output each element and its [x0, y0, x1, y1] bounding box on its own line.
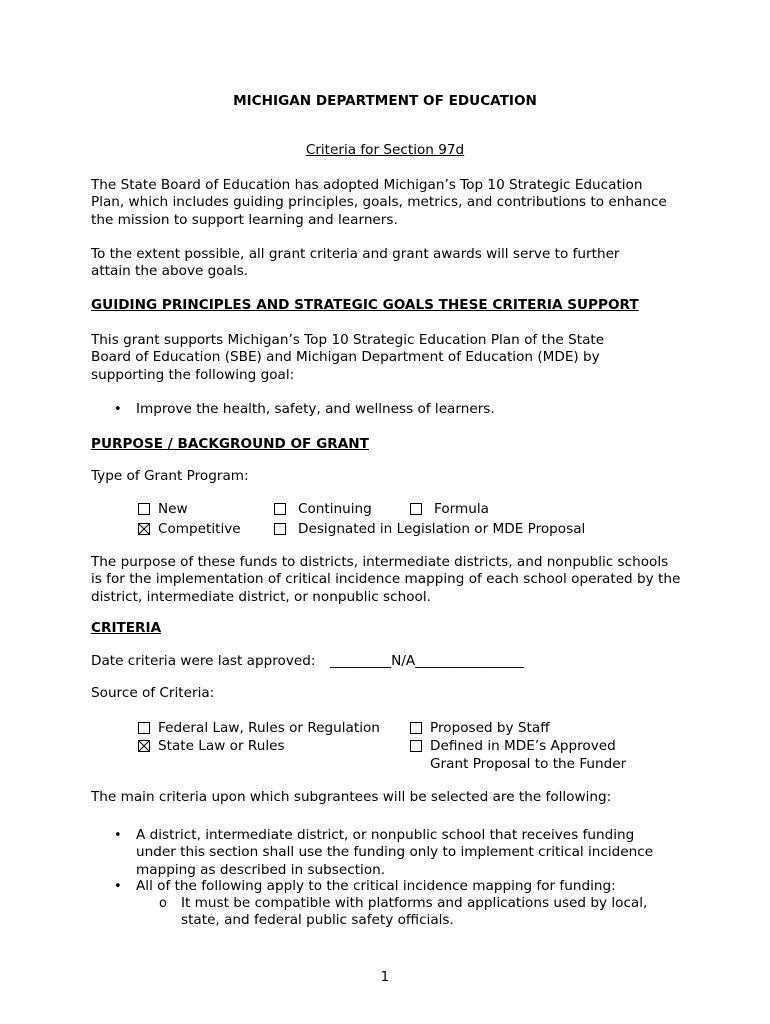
purpose-paragraph [91, 554, 691, 606]
criteria-bullet-2: All of the following apply to the critical incidence mapping for funding: [136, 878, 616, 894]
page-subtitle: Criteria for Section 97d [305, 142, 465, 158]
guiding-line: Board of Education (SBE) and Michigan Department of Education (MDE) by [91, 349, 600, 366]
checkbox-staff[interactable] [410, 722, 422, 734]
grant-type-label: Type of Grant Program: [91, 468, 249, 484]
checkbox-formula[interactable] [410, 503, 422, 515]
page-number: 1 [380, 969, 390, 985]
intro-line: The State Board of Education has adopted Michigan’s Top 10 Strategic Education [91, 177, 643, 193]
guiding-line: This grant supports Michigan’s Top 10 Strategic Education Plan of the State [91, 332, 605, 348]
criteria-line: state, and federal public safety officials. [181, 912, 454, 929]
checkbox-continuing[interactable] [274, 503, 286, 515]
date-value: _________N/A________________ [330, 653, 524, 669]
guiding-line: supporting the following goal: [91, 366, 295, 383]
criteria-heading: CRITERIA [91, 620, 162, 636]
criteria-sub-bullet-1 [181, 895, 770, 930]
intro-line: To the extent possible, all grant criteria and grant awards will serve to further [91, 246, 620, 262]
criteria-bullet-1 [136, 827, 736, 879]
circle-bullet-icon: o [159, 896, 167, 911]
checkbox-state-label: State Law or Rules [158, 738, 285, 754]
guiding-bullet: Improve the health, safety, and wellness of learners. [136, 401, 495, 417]
criteria-line: mapping as described in subsection. [136, 861, 386, 878]
checkbox-staff-label: Proposed by Staff [430, 720, 550, 736]
purpose-heading: PURPOSE / BACKGROUND OF GRANT [91, 436, 369, 452]
purpose-line: The purpose of these funds to districts, intermediate districts, and nonpublic schools [91, 554, 669, 570]
intro-line: attain the above goals. [91, 263, 249, 280]
checkbox-designated-label: Designated in Legislation or MDE Proposal [298, 521, 586, 537]
checkbox-defined-label-2: Grant Proposal to the Funder [430, 756, 627, 772]
source-label: Source of Criteria: [91, 685, 215, 701]
purpose-line: district, intermediate district, or nonpublic school. [91, 588, 431, 605]
checkbox-designated[interactable] [274, 523, 286, 535]
bullet-icon: • [114, 402, 122, 417]
intro-line: Plan, which includes guiding principles, goals, metrics, and contributions to enhance [91, 194, 667, 211]
checkbox-formula-label: Formula [434, 501, 489, 517]
criteria-line: It must be compatible with platforms and applications used by local, [181, 895, 648, 911]
checkbox-new-label: New [158, 501, 188, 517]
criteria-line: under this section shall use the funding only to implement critical incidence [136, 844, 654, 861]
bullet-icon: • [114, 828, 122, 843]
checkbox-state[interactable] [138, 740, 150, 752]
checkbox-continuing-label: Continuing [298, 501, 372, 517]
criteria-line: A district, intermediate district, or nonpublic school that receives funding [136, 827, 635, 843]
checkbox-x-icon [139, 741, 149, 751]
date-label: Date criteria were last approved: [91, 653, 316, 669]
checkbox-x-icon [139, 524, 149, 534]
guiding-paragraph [91, 332, 691, 384]
bullet-icon: • [114, 879, 122, 894]
checkbox-federal[interactable] [138, 722, 150, 734]
checkbox-competitive-label: Competitive [158, 521, 241, 537]
checkbox-federal-label: Federal Law, Rules or Regulation [158, 720, 380, 736]
page-title: MICHIGAN DEPARTMENT OF EDUCATION [233, 93, 537, 109]
main-criteria-label: The main criteria upon which subgrantees will be selected are the following: [91, 789, 612, 805]
checkbox-defined-label: Defined in MDE’s Approved [430, 738, 616, 754]
checkbox-defined[interactable] [410, 740, 422, 752]
checkbox-competitive[interactable] [138, 523, 150, 535]
intro-line: the mission to support learning and learners. [91, 211, 398, 228]
checkbox-new[interactable] [138, 503, 150, 515]
intro-paragraph-2 [91, 246, 691, 281]
intro-paragraph-1 [91, 177, 691, 229]
purpose-line: is for the implementation of critical incidence mapping of each school operated by the [91, 571, 681, 588]
guiding-heading: GUIDING PRINCIPLES AND STRATEGIC GOALS THESE CRITERIA SUPPORT [91, 297, 639, 313]
